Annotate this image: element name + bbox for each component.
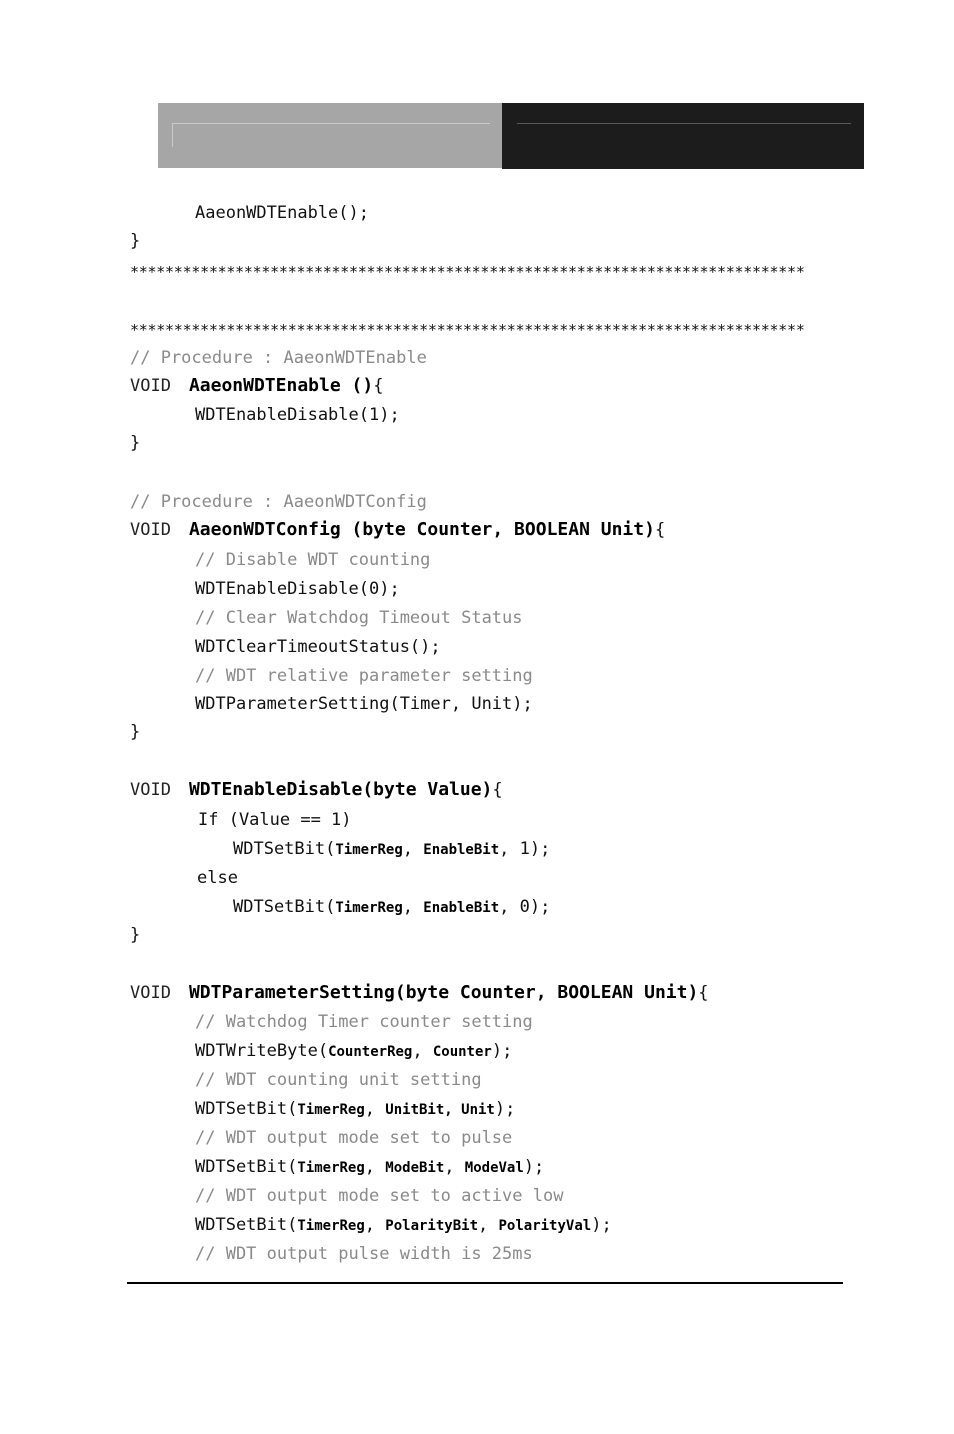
separator-stars: ***************************************************************************** — [130, 263, 805, 281]
code-token: TimerReg — [297, 1102, 365, 1118]
code-comment: // WDT output mode set to pulse — [195, 1128, 513, 1148]
keyword: VOID — [130, 376, 171, 396]
code-line: } — [130, 722, 141, 742]
code-comment: // WDT relative parameter setting — [195, 666, 533, 686]
code-line — [195, 1041, 512, 1062]
code-token: ); — [523, 1157, 545, 1177]
function-signature: WDTEnableDisable(byte Value) — [188, 779, 493, 800]
code-line: WDTEnableDisable(1); — [195, 405, 400, 425]
code-token: { — [492, 780, 503, 800]
code-token: PolarityVal — [498, 1218, 592, 1234]
code-token: , — [364, 1215, 386, 1235]
code-token: UnitBit, Unit — [385, 1102, 495, 1118]
code-token: TimerReg — [335, 842, 403, 858]
footer-rule — [127, 1282, 843, 1284]
code-token: ); — [494, 1099, 516, 1119]
code-line: AaeonWDTEnable(); — [195, 203, 369, 223]
keyword: VOID — [130, 983, 171, 1003]
code-comment: // Procedure : AaeonWDTConfig — [130, 492, 427, 512]
code-comment: // WDT output pulse width is 25ms — [195, 1244, 533, 1264]
function-declaration — [130, 780, 503, 800]
code-comment: // WDT output mode set to active low — [195, 1186, 564, 1206]
code-token: , 1); — [499, 839, 551, 859]
code-token: PolarityBit — [385, 1218, 478, 1234]
function-declaration — [130, 520, 665, 540]
code-line: WDTEnableDisable(0); — [195, 579, 400, 599]
code-token: , 0); — [499, 897, 551, 917]
code-token: , — [444, 1157, 465, 1177]
code-comment: // Disable WDT counting — [195, 550, 431, 570]
code-token: , — [364, 1157, 386, 1177]
function-signature: WDTParameterSetting(byte Counter, BOOLEAN Unit) — [188, 982, 699, 1003]
code-token: TimerReg — [297, 1160, 365, 1176]
code-line: WDTParameterSetting(Timer, Unit); — [195, 694, 533, 714]
code-comment: // WDT counting unit setting — [195, 1070, 482, 1090]
keyword: VOID — [130, 780, 171, 800]
code-line: } — [130, 433, 141, 453]
code-comment: // Procedure : AaeonWDTEnable — [130, 348, 427, 368]
code-token: { — [373, 376, 384, 396]
code-line — [195, 1215, 612, 1236]
function-signature: AaeonWDTEnable () — [188, 375, 374, 396]
code-token: WDTSetBit( — [195, 1099, 298, 1119]
code-line: else — [197, 868, 238, 888]
code-token: , — [402, 897, 424, 917]
code-comment: // Clear Watchdog Timeout Status — [195, 608, 523, 628]
code-token: , — [402, 839, 424, 859]
code-line: WDTClearTimeoutStatus(); — [195, 637, 441, 657]
code-token: , — [478, 1215, 499, 1235]
code-comment: // Watchdog Timer counter setting — [195, 1012, 533, 1032]
code-line — [195, 1157, 544, 1178]
code-token: WDTWriteByte( — [195, 1041, 329, 1061]
code-token: TimerReg — [335, 900, 403, 916]
code-token: ModeBit — [385, 1160, 445, 1176]
code-token: WDTSetBit( — [233, 897, 336, 917]
code-token: CounterReg — [328, 1044, 413, 1060]
code-token: , — [412, 1041, 433, 1061]
function-declaration — [130, 376, 383, 396]
separator-stars: ***************************************************************************** — [130, 321, 805, 339]
code-token: TimerReg — [297, 1218, 365, 1234]
code-line: } — [130, 925, 141, 945]
code-token: ModeVal — [464, 1160, 524, 1176]
code-token: WDTSetBit( — [195, 1157, 298, 1177]
code-token: ); — [591, 1215, 612, 1235]
code-token: { — [698, 983, 709, 1003]
code-token: Counter — [432, 1044, 492, 1060]
code-token: WDTSetBit( — [195, 1215, 298, 1235]
code-line: } — [130, 231, 141, 251]
code-token: WDTSetBit( — [233, 839, 336, 859]
code-line — [195, 1099, 515, 1120]
code-token: EnableBit — [423, 842, 500, 858]
function-declaration — [130, 983, 709, 1003]
code-token: EnableBit — [423, 900, 500, 916]
code-line — [233, 839, 550, 860]
code-token: , — [364, 1099, 386, 1119]
function-signature: AaeonWDTConfig (byte Counter, BOOLEAN Unit) — [188, 519, 655, 540]
code-line — [233, 897, 550, 918]
keyword: VOID — [130, 520, 171, 540]
code-token: { — [654, 520, 666, 540]
code-token: ); — [491, 1041, 513, 1061]
code-line: If (Value == 1) — [198, 810, 352, 830]
